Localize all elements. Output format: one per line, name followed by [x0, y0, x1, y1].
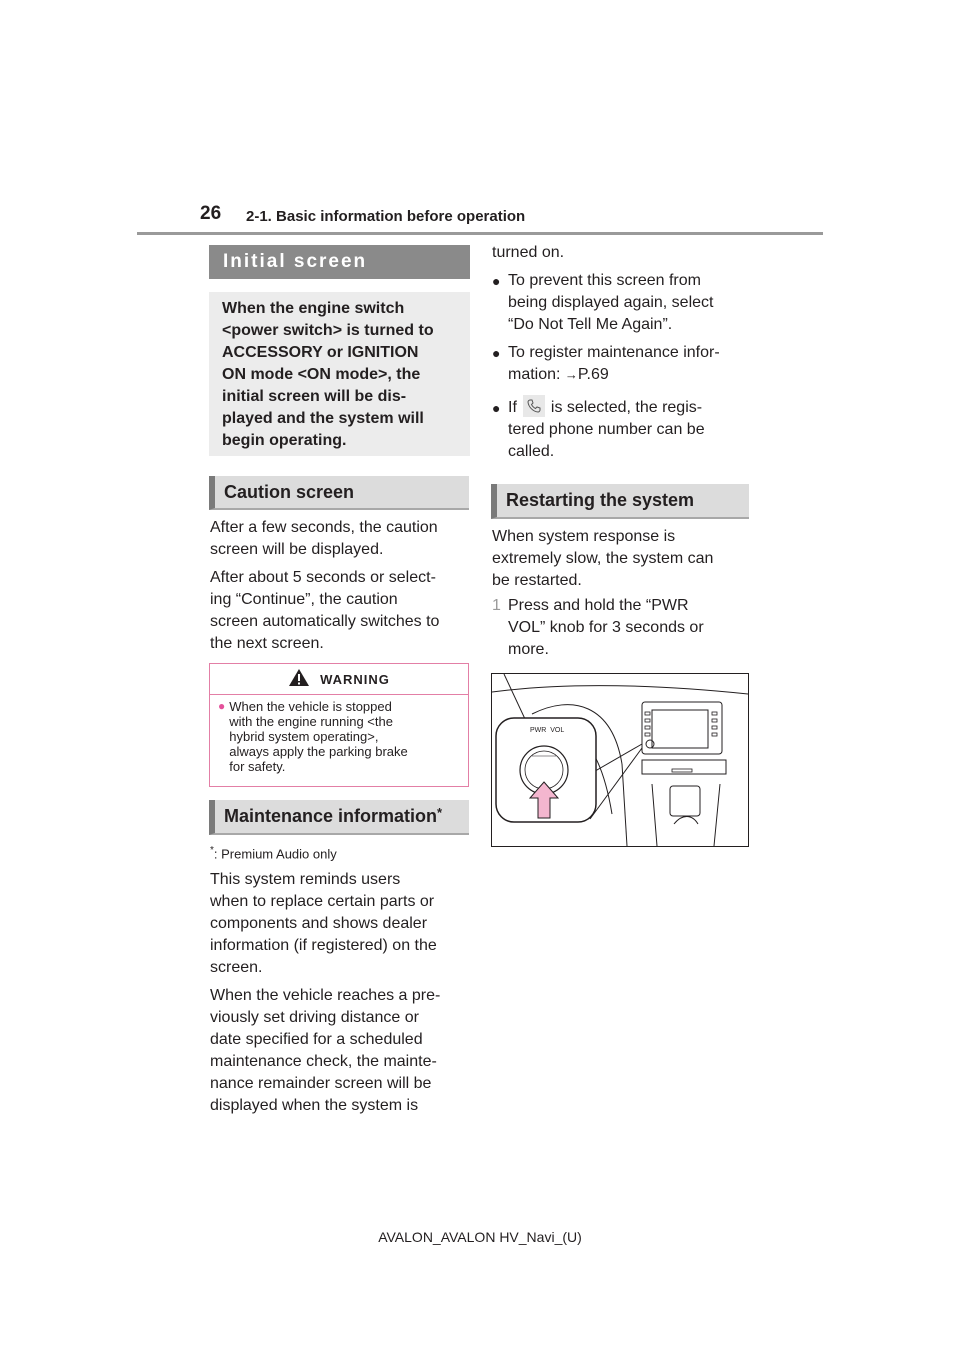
text-line: This system reminds users — [210, 871, 401, 888]
text-line: After about 5 seconds or select- — [210, 569, 436, 586]
text-line: When the vehicle reaches a pre- — [210, 987, 441, 1004]
text-fragment: is selected, the regis- — [550, 399, 703, 417]
bullet-item — [492, 397, 762, 463]
heading-caution-screen — [209, 476, 469, 510]
text-line: VOL” knob for 3 seconds or — [508, 619, 704, 636]
text-line: maintenance check, the mainte- — [210, 1053, 437, 1070]
maintenance-paragraph-2 — [210, 985, 472, 1117]
warning-line: When the vehicle is stopped — [229, 699, 392, 714]
caution-paragraph-1 — [210, 517, 472, 561]
heading-initial-screen-label: Initial screen — [223, 251, 368, 272]
warning-title: WARNING — [320, 671, 390, 687]
dashboard-illustration — [491, 673, 749, 847]
warning-bullet: ● — [218, 699, 226, 713]
heading-restarting-label: Restarting the system — [506, 490, 695, 510]
summary-line: <power switch> is turned to — [222, 322, 434, 339]
text-line: screen. — [210, 959, 263, 976]
heading-initial-screen — [209, 245, 470, 279]
text-line: extremely slow, the system can — [492, 550, 714, 567]
text-line: ing “Continue”, the caution — [210, 591, 398, 608]
summary-line: initial screen will be dis- — [222, 388, 407, 405]
text-line: when to replace certain parts or — [210, 893, 435, 910]
text-line: be restarted. — [492, 572, 582, 589]
text-line: After a few seconds, the caution — [210, 519, 438, 536]
warning-line: hybrid system operating>, — [229, 729, 379, 744]
summary-line: When the engine switch — [222, 300, 405, 317]
bullet-item — [492, 270, 762, 336]
continuation-text: turned on. — [492, 244, 565, 261]
maintenance-footnote — [210, 843, 337, 862]
text-line: nance remainder screen will be — [210, 1075, 432, 1092]
text-line: screen will be displayed. — [210, 541, 384, 558]
bullet-symbol: ● — [492, 400, 501, 416]
page-ref-link[interactable]: P.69 — [577, 366, 609, 383]
summary-line: begin operating. — [222, 432, 347, 449]
footer-model: AVALON_AVALON HV_Navi_(U) — [378, 1229, 582, 1245]
summary-line: played and the system will — [222, 410, 424, 427]
footnote-text: : Premium Audio only — [213, 846, 337, 862]
footnote-asterisk: * — [210, 845, 214, 856]
text-line: more. — [508, 641, 549, 658]
text-fragment: mation: — [508, 366, 565, 383]
text-line: To register maintenance infor- — [508, 344, 720, 361]
restart-paragraph — [492, 526, 754, 592]
warning-line: for safety. — [229, 759, 286, 774]
warning-triangle-icon — [288, 668, 310, 690]
text-line: tered phone number can be — [508, 421, 705, 439]
text-line: being displayed again, select — [508, 294, 714, 311]
text-line: “Do Not Tell Me Again”. — [508, 316, 673, 333]
text-line: displayed when the system is — [210, 1097, 419, 1114]
text-line — [508, 364, 720, 386]
bullet-symbol: ● — [492, 345, 501, 361]
phone-icon — [523, 395, 545, 417]
text-line: Press and hold the “PWR — [508, 597, 689, 614]
text-line: viously set driving distance or — [210, 1009, 419, 1026]
summary-line: ON mode <ON mode>, the — [222, 366, 421, 383]
heading-restarting-system — [491, 484, 749, 519]
step-number: 1 — [492, 597, 501, 614]
warning-line: with the engine running <the — [229, 714, 393, 729]
dashboard-drawing — [492, 674, 748, 846]
warning-body — [210, 695, 468, 774]
header-rule — [137, 232, 823, 235]
text-line: date specified for a scheduled — [210, 1031, 423, 1048]
bullet-symbol: ● — [492, 273, 501, 289]
initial-screen-summary — [209, 292, 470, 456]
text-line: components and shows dealer — [210, 915, 428, 932]
caution-paragraph-2 — [210, 567, 472, 655]
restart-step-1 — [492, 595, 754, 661]
heading-maintenance-information — [209, 800, 469, 835]
heading-maintenance-label: Maintenance information — [224, 806, 438, 826]
warning-text — [229, 699, 408, 774]
section-title: 2-1. Basic information before operation — [246, 208, 526, 225]
text-line: screen automatically switches to — [210, 613, 440, 630]
text-fragment: If — [508, 399, 517, 417]
text-line: called. — [508, 443, 555, 461]
text-line: information (if registered) on the — [210, 937, 437, 954]
heading-maintenance-asterisk: * — [437, 805, 443, 820]
page-ref-arrow: → — [564, 367, 578, 382]
text-line: the next screen. — [210, 635, 324, 652]
warning-header — [210, 664, 468, 695]
page-number: 26 — [200, 203, 222, 224]
illustration-label: PWR VOL — [530, 727, 565, 734]
bullet-item — [492, 342, 762, 386]
maintenance-paragraph-1 — [210, 869, 472, 979]
warning-line: always apply the parking brake — [229, 744, 408, 759]
summary-line: ACCESSORY or IGNITION — [222, 344, 419, 361]
warning-box — [209, 663, 469, 787]
heading-caution-screen-label: Caution screen — [224, 481, 355, 502]
text-line: To prevent this screen from — [508, 272, 701, 289]
text-line: When system response is — [492, 528, 676, 545]
text-line — [508, 397, 705, 419]
